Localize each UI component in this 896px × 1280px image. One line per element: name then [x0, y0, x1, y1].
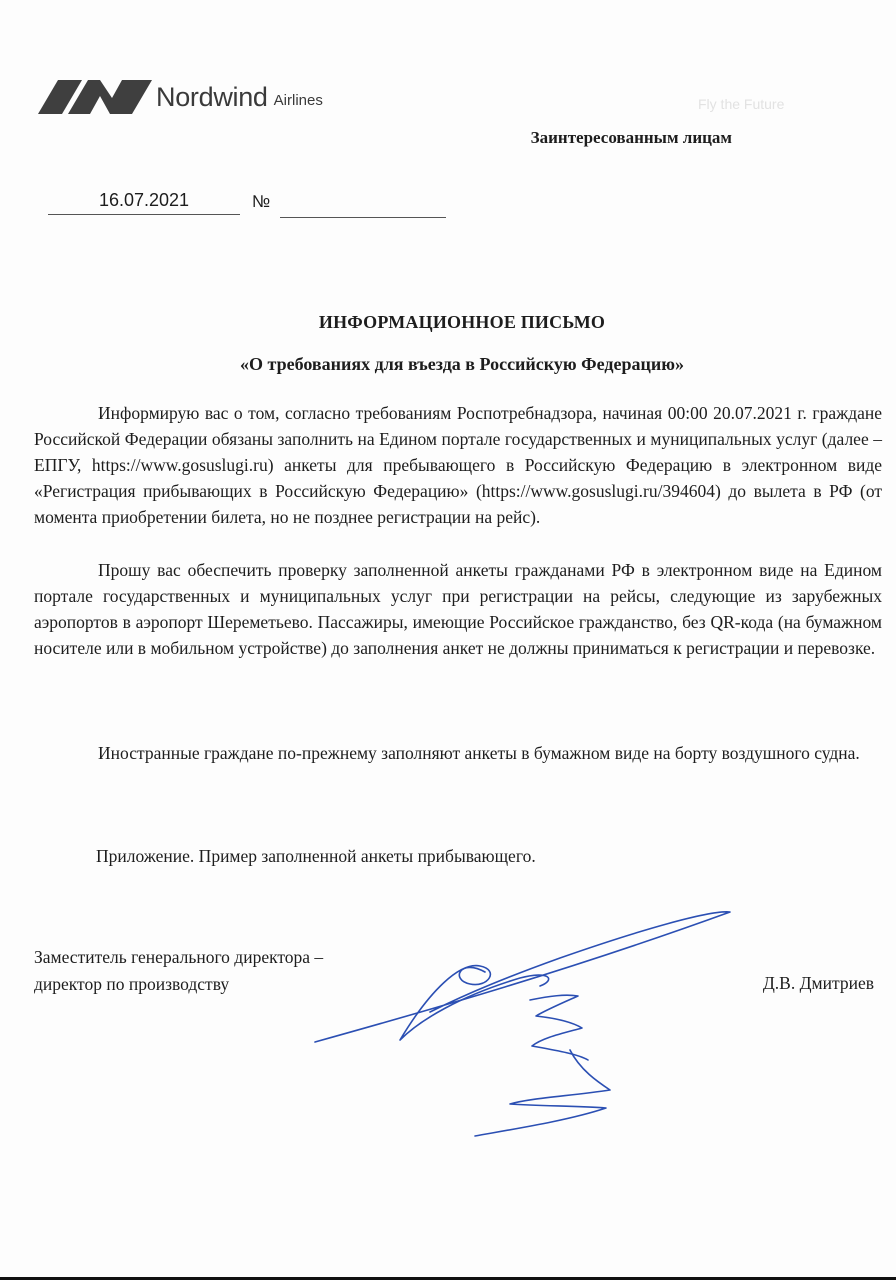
- handwritten-signature: [310, 900, 750, 1150]
- appendix-note: Приложение. Пример заполненной анкеты прибывающего.: [96, 846, 536, 866]
- signatory-position: [34, 944, 323, 998]
- brand-sub: Airlines: [273, 92, 323, 109]
- letter-subtitle: «О требованиях для въезда в Российскую Федерацию»: [240, 354, 684, 374]
- letter-title: ИНФОРМАЦИОННОЕ ПИСЬМО: [318, 312, 606, 332]
- paragraph-3: Иностранные граждане по-прежнему заполняют анкеты в бумажном виде на борту воздушного судна.: [98, 743, 860, 763]
- number-field: [280, 217, 446, 218]
- number-label: №: [252, 192, 271, 211]
- position-line-1: Заместитель генерального директора –: [34, 947, 324, 967]
- slogan: Fly the Future: [698, 96, 785, 112]
- paragraph-2: Прошу вас обеспечить проверку заполненной анкеты гражданами РФ в электронном виде на Едином портале государственных и муниципальных услуг при регистрации на рейсы, следующие из зарубежных аэропортов в аэропорт Шереметьево. Пассажиры, имеющие Российское гражданство, без QR-кода (на бумажном носителе или в мобильном устройстве) до заполнения анкет не должны приниматься к регистрации и перевозке.: [34, 560, 882, 658]
- recipient: Заинтересованным лицам: [530, 128, 732, 147]
- nordwind-logo-icon: [38, 78, 152, 114]
- position-line-2: директор по производству: [34, 974, 230, 994]
- brand-name: Nordwind: [156, 82, 268, 112]
- signatory-name: Д.В. Дмитриев: [762, 973, 874, 993]
- letter-date: 16.07.2021: [48, 190, 240, 215]
- company-logo: [38, 74, 323, 114]
- paragraph-1: Информирую вас о том, согласно требованиям Роспотребнадзора, начиная 00:00 20.07.2021 г. граждане Российской Федерации обязаны заполнить на Едином портале государственных и муниципальных услуг (далее – ЕПГУ, https://www.gosuslugi.ru) анкеты для пребывающего в Российскую Федерацию в электронном виде «Регистрация прибывающих в Российскую Федерацию» (https://www.gosuslugi.ru/394604) до вылета в РФ (от момента приобретении билета, но не позднее регистрации на рейс).: [34, 403, 882, 527]
